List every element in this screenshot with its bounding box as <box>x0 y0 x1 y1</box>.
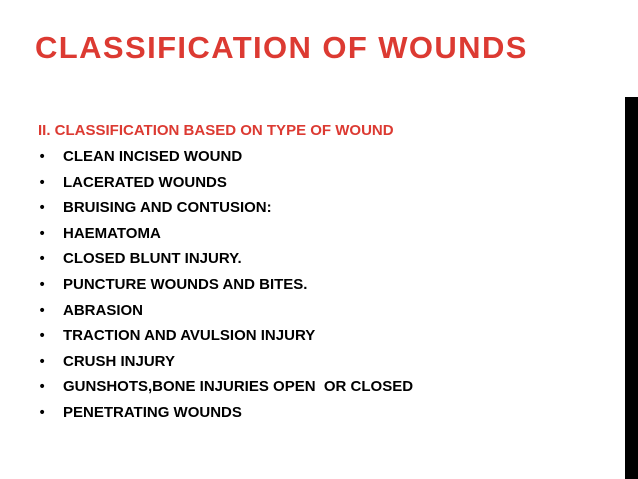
bullet-icon: • <box>38 200 47 217</box>
bullet-text: CRUSH INJURY <box>63 352 175 370</box>
bullet-icon: • <box>38 149 47 165</box>
slide-subtitle: II. CLASSIFICATION BASED ON TYPE OF WOUND <box>38 122 394 139</box>
list-item <box>38 225 598 251</box>
bullet-icon: • <box>38 404 47 421</box>
list-item <box>38 148 598 174</box>
bullet-text: PUNCTURE WOUNDS AND BITES. <box>63 275 308 293</box>
bullet-icon: • <box>38 379 47 396</box>
slide-title: CLASSIFICATION OF WOUNDS <box>35 30 528 65</box>
bullet-text: CLEAN INCISED WOUND <box>63 148 243 165</box>
list-item <box>38 199 598 225</box>
bullet-icon: • <box>38 251 47 268</box>
bullet-text: PENETRATING WOUNDS <box>63 403 242 421</box>
bullet-text: LACERATED WOUNDS <box>63 173 227 191</box>
bullet-icon: • <box>38 174 47 191</box>
bullet-icon: • <box>38 328 47 345</box>
bullet-icon: • <box>38 276 47 293</box>
list-item <box>38 353 598 379</box>
list-item <box>38 276 598 302</box>
bullet-text: HAEMATOMA <box>63 224 161 242</box>
right-accent-bar <box>625 97 638 479</box>
bullet-text: CLOSED BLUNT INJURY. <box>63 250 242 268</box>
list-item <box>38 250 598 276</box>
bullet-list <box>38 148 598 430</box>
list-item <box>38 404 598 430</box>
bullet-icon: • <box>38 302 47 319</box>
list-item <box>38 174 598 200</box>
bullet-icon: • <box>38 353 47 370</box>
bullet-text: BRUISING AND CONTUSION: <box>63 199 272 217</box>
bullet-text: ABRASION <box>63 301 144 319</box>
list-item <box>38 378 598 404</box>
list-item <box>38 302 598 328</box>
bullet-text: GUNSHOTS,BONE INJURIES OPEN OR CLOSED <box>63 378 414 396</box>
bullet-icon: • <box>38 225 47 242</box>
bullet-text: TRACTION AND AVULSION INJURY <box>63 327 316 345</box>
list-item <box>38 327 598 353</box>
